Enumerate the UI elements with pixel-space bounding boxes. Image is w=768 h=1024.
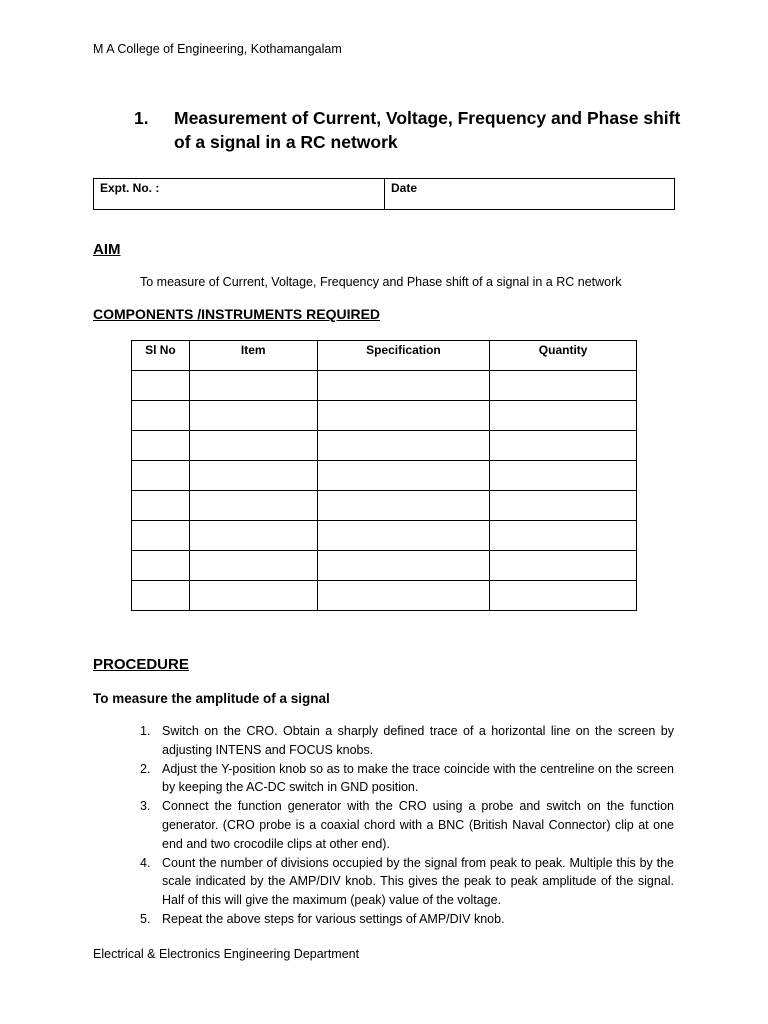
step-text: Repeat the above steps for various settings of AMP/DIV knob. bbox=[162, 911, 505, 926]
table-cell-sl-no bbox=[132, 401, 190, 431]
table-row bbox=[132, 461, 637, 491]
table-cell-item bbox=[189, 491, 317, 521]
table-cell-quantity bbox=[490, 431, 637, 461]
table-row bbox=[132, 401, 637, 431]
experiment-title bbox=[134, 106, 694, 154]
components-table-body bbox=[132, 371, 637, 611]
table-cell-item bbox=[189, 551, 317, 581]
list-item bbox=[93, 854, 674, 910]
list-item bbox=[93, 910, 674, 929]
table-cell-item bbox=[189, 401, 317, 431]
table-cell-quantity bbox=[490, 491, 637, 521]
table-cell-sl-no bbox=[132, 551, 190, 581]
procedure-steps bbox=[93, 722, 674, 929]
step-number: 4. bbox=[140, 855, 151, 870]
table-cell-sl-no bbox=[132, 581, 190, 611]
list-item bbox=[93, 797, 674, 853]
page-header: M A College of Engineering, Kothamangalam bbox=[93, 42, 342, 56]
list-item bbox=[93, 722, 674, 760]
table-row bbox=[132, 371, 637, 401]
step-number: 2. bbox=[140, 761, 151, 776]
step-text: Count the number of divisions occupied by the signal from peak to peak. Multiple this by the scale indicated by the AMP/DIV knob. This gives the peak to peak amplitude of the signal. Half of this will give the maximum (peak) value of the voltage. bbox=[162, 855, 674, 908]
table-cell-quantity bbox=[490, 371, 637, 401]
table-row bbox=[132, 491, 637, 521]
table-cell-item bbox=[189, 581, 317, 611]
table-cell-item bbox=[189, 461, 317, 491]
table-cell-specification bbox=[317, 401, 490, 431]
table-cell-specification bbox=[317, 521, 490, 551]
column-header-quantity: Quantity bbox=[490, 341, 637, 371]
page-footer: Electrical & Electronics Engineering Department bbox=[93, 947, 360, 961]
table-cell-quantity bbox=[490, 401, 637, 431]
step-text: Connect the function generator with the CRO using a probe and switch on the function generator. (CRO probe is a coaxial chord with a BNC (British Naval Connector) clip at one end and two crocodile clips at other end). bbox=[162, 799, 674, 851]
column-header-specification: Specification bbox=[317, 341, 490, 371]
table-cell-quantity bbox=[490, 461, 637, 491]
table-cell-quantity bbox=[490, 551, 637, 581]
table-cell-item bbox=[189, 371, 317, 401]
column-header-item: Item bbox=[189, 341, 317, 371]
table-cell-item bbox=[189, 431, 317, 461]
table-cell-sl-no bbox=[132, 461, 190, 491]
table-cell-specification bbox=[317, 371, 490, 401]
step-number: 1. bbox=[140, 724, 151, 738]
table-cell-sl-no bbox=[132, 491, 190, 521]
table-cell-specification bbox=[317, 491, 490, 521]
procedure-heading: PROCEDURE bbox=[93, 656, 189, 673]
components-heading: COMPONENTS /INSTRUMENTS REQUIRED bbox=[93, 306, 381, 322]
step-text: Adjust the Y-position knob so as to make the trace coincide with the centreline on the screen by keeping the AC-DC switch in GND position. bbox=[162, 761, 674, 795]
procedure-subheading: To measure the amplitude of a signal bbox=[93, 691, 330, 706]
expt-no-label: Expt. No. : bbox=[94, 179, 385, 209]
aim-text: To measure of Current, Voltage, Frequency and Phase shift of a signal in a RC network bbox=[140, 275, 622, 289]
expt-info-table bbox=[93, 178, 675, 210]
table-row bbox=[132, 551, 637, 581]
title-text: Measurement of Current, Voltage, Frequency and Phase shift of a signal in a RC network bbox=[174, 108, 681, 152]
table-cell-item bbox=[189, 521, 317, 551]
table-header-row bbox=[132, 341, 637, 371]
table-cell-quantity bbox=[490, 581, 637, 611]
table-row bbox=[132, 431, 637, 461]
table-cell-sl-no bbox=[132, 431, 190, 461]
table-row bbox=[132, 521, 637, 551]
column-header-sl-no: Sl No bbox=[132, 341, 190, 371]
aim-heading: AIM bbox=[93, 241, 121, 258]
table-cell-quantity bbox=[490, 521, 637, 551]
step-number: 5. bbox=[140, 911, 151, 926]
table-cell-sl-no bbox=[132, 371, 190, 401]
table-cell-specification bbox=[317, 431, 490, 461]
table-cell-specification bbox=[317, 551, 490, 581]
components-table bbox=[131, 340, 637, 611]
list-item bbox=[93, 760, 674, 798]
step-text: Switch on the CRO. Obtain a sharply defined trace of a horizontal line on the screen by adjusting INTENS and FOCUS knobs. bbox=[162, 724, 674, 757]
table-row bbox=[132, 581, 637, 611]
table-cell-sl-no bbox=[132, 521, 190, 551]
table-cell-specification bbox=[317, 461, 490, 491]
table-cell-specification bbox=[317, 581, 490, 611]
date-label: Date bbox=[391, 181, 418, 195]
step-number: 3. bbox=[140, 799, 151, 814]
title-number: 1. bbox=[134, 108, 149, 128]
